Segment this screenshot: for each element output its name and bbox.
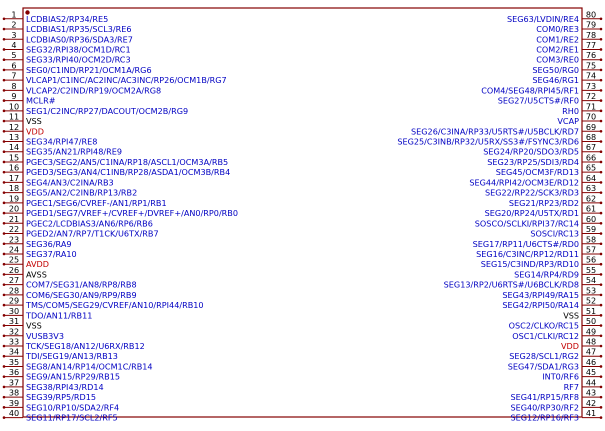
pin-label: VDD [560,341,579,351]
pin-number: 78 [585,29,597,40]
pin-label: SEG8/AN14/RP14/OCM1C/RB14 [26,361,153,372]
pin-end-dot [600,396,603,399]
pin-end-dot [3,150,6,153]
pin-label: INT0/RF6 [542,371,579,382]
pin-end-dot [3,263,6,266]
pin-label: SEG34/RPI47/RE8 [26,136,98,147]
pin-end-dot [3,375,6,378]
pin-label: SEG42/RPI50/RA14 [502,300,579,311]
pin-end-dot [600,89,603,92]
pin-label: LCDBIAS0/RP36/SDA3/RE7 [26,34,133,45]
pin-number: 13 [8,132,20,142]
pin-label: SEG38/RPI43/RD14 [26,381,104,392]
pin-number: 2 [11,19,17,30]
pin-number: 42 [585,397,597,408]
pin-end-dot [600,191,603,194]
pin-label: SEG4/AN3/C2INA/RB3 [26,177,114,188]
pin-number: 59 [585,224,597,235]
pin-end-dot [3,79,6,82]
pin-end-dot [3,110,6,113]
pin-label: RH0 [562,105,579,116]
pin-label: SEG47/SDA1/RG3 [507,361,579,372]
pin-number: 4 [11,39,17,50]
pin-end-dot [600,345,603,348]
pin-number: 71 [585,101,597,112]
pin-end-dot [600,38,603,41]
pin-end-dot [600,120,603,123]
pin-label: SEG16/C3INC/RP12/RD11 [476,248,579,259]
pin-label: PGEC2/LCDBIAS3/AN6/RP6/RB6 [26,218,153,229]
pin-end-dot [3,99,6,102]
pin-number: 18 [8,183,20,194]
pin-end-dot [3,89,6,92]
pin-label: SEG0/C1IND/RP21/OCM1A/RG6 [26,64,152,75]
pin-number: 9 [11,91,17,102]
pin-label: SEG37/RA10 [26,248,77,259]
pin-label: COM0/RE3 [536,24,579,35]
pin-label: SEG44/RPI42/OCM3E/RD12 [469,177,579,188]
pin-label: SEG11/RP17/SCL2/RF5 [26,412,118,423]
pin-number: 32 [8,326,20,337]
pin-end-dot [3,273,6,276]
pin-number: 65 [585,162,597,173]
pin-end-dot [3,416,6,419]
pin-label: SEG1/C2INC/RP27/DACOUT/OCM2B/RG9 [26,105,189,116]
pin-number: 39 [8,397,20,408]
pin-label: SEG40/RP30/RF2 [510,402,579,413]
pin-label: AVDD [26,259,50,270]
pin-number: 19 [8,193,20,204]
pin-number: 16 [8,162,20,173]
pin-number: 5 [11,50,17,61]
pin-label: PGEC3/SEG2/AN5/C1INA/RP18/ASCL1/OCM3A/RB5 [26,156,229,167]
pin-number: 10 [8,101,20,112]
pin-number: 68 [585,132,597,142]
pin-number: 22 [8,224,20,235]
pin-number: 76 [585,50,597,61]
pin-label: SEG33/RPI40/OCM2D/RC3 [26,54,131,65]
pin-end-dot [600,150,603,153]
pin-number: 31 [8,316,20,327]
pin-label: SEG23/RP25/SDI3/RD4 [487,156,579,167]
pin-label: TCK/SEG18/AN12/U6RX/RB12 [26,341,145,351]
pin-label: SEG50/RG0 [532,64,579,75]
pin-end-dot [600,140,603,143]
pin-end-dot [3,232,6,235]
pin-label: SOSCO/SCLKI/RPI37/RC14 [474,218,579,229]
pin-label: LCDBIAS2/RP34/RE5 [26,13,109,24]
pin-end-dot [3,253,6,256]
pin-end-dot [3,212,6,215]
pin-number: 45 [585,367,597,378]
pin-label: SEG25/C3INB/RP32/U5RX/SS3#/FSYNC3/RD6 [397,136,579,147]
pin-number: 60 [585,213,597,224]
pin-number: 55 [585,264,597,275]
pin-label: VLCAP1/C1INC/AC2INC/AC3INC/RP26/OCM1B/RG7 [26,75,227,86]
pin-number: 3 [11,29,17,40]
pin-number: 33 [8,336,20,347]
pin-number: 54 [585,275,597,286]
pin-end-dot [600,28,603,31]
pin-end-dot [3,18,6,21]
pin-number: 75 [585,60,597,71]
pin-number: 66 [585,152,597,163]
pin-number: 79 [585,19,597,30]
pin-number: 27 [8,275,20,286]
pin-number: 35 [8,356,20,367]
pin-end-dot [3,58,6,61]
pin-number: 48 [585,336,597,347]
pin-label: COM1/RE2 [536,34,579,45]
pin-number: 1 [11,9,17,20]
pin-end-dot [3,130,6,133]
pin-end-dot [3,355,6,358]
pin-end-dot [3,48,6,51]
pin-label: VSS [563,310,579,321]
pin-end-dot [3,314,6,317]
pin-label: COM3/RE0 [536,54,579,65]
pin-number: 28 [8,285,20,296]
pin-end-dot [600,324,603,327]
pin-label: PGED3/SEG3/AN4/C1INB/RP28/ASDA1/OCM3B/RB4 [26,167,231,178]
pin-end-dot [3,294,6,297]
pin-number: 80 [585,9,597,20]
pin-end-dot [3,365,6,368]
pin-number: 21 [8,213,20,224]
pin-label: SEG39/RP5/RD15 [26,392,97,403]
pin-end-dot [600,212,603,215]
pin-end-dot [600,202,603,205]
pin-number: 20 [8,203,20,214]
pin-end-dot [600,242,603,245]
pin-number: 6 [11,60,17,71]
pin-label: SEG32/RPI38/OCM1D/RC1 [26,44,131,55]
pin-number: 51 [585,305,597,316]
pin-number: 67 [585,142,597,153]
pin-number: 7 [11,70,17,81]
pin-end-dot [3,324,6,327]
pin-label: SEG15/C3IND/RP3/RD10 [480,259,579,270]
pin-label: RF7 [563,381,579,392]
pin-label: VUSB3V3 [26,330,64,341]
pin-label: SEG27/U5CTS#/RF0 [497,95,579,106]
pin-end-dot [600,253,603,256]
pin-number: 77 [585,39,597,50]
pin-end-dot [600,263,603,266]
pin-label: COM7/SEG31/AN8/RP8/RB8 [26,279,137,290]
pin-end-dot [600,375,603,378]
pin-end-dot [600,99,603,102]
pin-end-dot [3,334,6,337]
pin-number: 36 [8,367,20,378]
pin-number: 70 [585,111,597,122]
pin-end-dot [3,161,6,164]
pin-label: SEG22/RP22/SCK3/RD3 [484,187,579,198]
pin-number: 17 [8,172,20,183]
pin-end-dot [3,304,6,307]
pin-end-dot [3,28,6,31]
pin-number: 47 [585,346,597,357]
pin-end-dot [600,273,603,276]
pin-label: TDO/AN11/RB11 [26,310,93,321]
pin-number: 72 [585,91,597,102]
pin-label: COM2/RE1 [536,44,579,55]
pin-number: 74 [585,70,597,81]
pin-end-dot [600,130,603,133]
pin-end-dot [3,222,6,225]
pin-label: SEG45/OCM3F/RD13 [495,167,579,178]
pin-number: 73 [585,80,597,91]
pin-end-dot [600,294,603,297]
pin-number: 26 [8,264,20,275]
pin-number: 56 [585,254,597,265]
pin-end-dot [600,232,603,235]
pin-label: SEG36/RA9 [26,238,72,249]
pin-end-dot [3,69,6,72]
pin-end-dot [600,18,603,21]
pin-label: SOSCI/RC13 [530,228,579,239]
pin-number: 14 [8,142,20,153]
pin-label: SEG20/RP24/U5TX/RD1 [484,208,579,219]
pin-label: SEG35/AN21/RPI48/RE9 [26,146,122,157]
pin-end-dot [600,181,603,184]
pin-label: VCAP [557,116,579,127]
pin-end-dot [600,161,603,164]
pin-number: 25 [8,254,20,265]
pin-label: PGED1/SEG7/VREF+/CVREF+/DVREF+/AN0/RP0/RB0 [26,208,239,219]
pin-end-dot [600,283,603,286]
pin-end-dot [600,304,603,307]
pin-number: 23 [8,234,20,245]
pin-label: VLCAP2/C2IND/RP19/OCM2A/RG8 [26,85,162,96]
pin-number: 49 [585,326,597,337]
pin-label: SEG9/AN15/RP29/RB15 [26,371,121,382]
pin-label: SEG5/AN2/C2INB/RP13/RB2 [26,187,138,198]
pin-end-dot [3,396,6,399]
pin-label: SEG63/LVDIN/RE4 [507,13,579,24]
pin-end-dot [600,406,603,409]
pin-end-dot [3,283,6,286]
pin-number: 29 [8,295,20,306]
pin-number: 11 [8,111,20,122]
pin-label: PGED2/AN7/RP7/T1CK/U6TX/RB7 [26,228,159,239]
pin-end-dot [600,314,603,317]
pin-end-dot [600,171,603,174]
pin-number: 15 [8,152,20,163]
pin-number: 34 [8,346,20,357]
pin-number: 40 [8,408,20,419]
pin-number: 41 [585,408,597,419]
pin-number: 50 [585,316,597,327]
pin-label: SEG13/RP2/U6RTS#/U6BCLK/RD8 [443,279,579,290]
pin-label: VSS [26,320,42,331]
pin-number: 46 [585,356,597,367]
pin-label: TMS/COM5/SEG29/CVREF/AN10/RPI44/RB10 [26,300,204,311]
pin-label: PGEC1/SEG6/CVREF-/AN1/RP1/RB1 [26,197,167,208]
pin-number: 38 [8,387,20,398]
pin-end-dot [3,406,6,409]
pin-end-dot [3,386,6,389]
pin-end-dot [600,69,603,72]
pin-end-dot [600,365,603,368]
pin-label: SEG10/RP10/SDA2/RF4 [26,402,120,413]
pin-number: 8 [11,80,17,91]
pin-end-dot [3,181,6,184]
pin-label: SEG24/RP20/SDO3/RD5 [483,146,579,157]
pin-number: 69 [585,121,597,132]
pin-end-dot [600,58,603,61]
pin-label: SEG28/SCL1/RG2 [509,351,579,362]
pin-end-dot [3,345,6,348]
pin-number: 52 [585,295,597,306]
pin-number: 30 [8,305,20,316]
pin-label: SEG26/C3INA/RP33/U5RTS#/U5BCLK/RD7 [411,126,579,137]
pin-number: 61 [585,203,597,214]
pin-end-dot [3,242,6,245]
pin-number: 44 [585,377,597,388]
pin-label: LCDBIAS1/RP35/SCL3/RE6 [26,24,132,35]
pin-label: COM4/SEG48/RPI45/RF1 [481,85,579,96]
pin-number: 63 [585,183,597,194]
pin-end-dot [3,38,6,41]
pin-number: 57 [585,244,597,255]
pin-label: MCLR# [26,95,56,106]
pin-end-dot [600,110,603,113]
pin-label: VSS [26,116,42,127]
pin-number: 62 [585,193,597,204]
pin-label: OSC1/CLKI/RC12 [512,330,579,341]
pin-number: 43 [585,387,597,398]
pin-number: 24 [8,244,20,255]
pin-label: SEG46/RG1 [532,75,579,86]
pin-label: SEG21/RP23/RD2 [508,197,579,208]
pin-end-dot [600,416,603,419]
pin-label: SEG12/RP16/RF3 [510,412,579,423]
pin-number: 58 [585,234,597,245]
pin-label: OSC2/CLKO/RC15 [508,320,579,331]
pin-label: TDI/SEG19/AN13/RB13 [26,351,118,362]
pin-end-dot [600,222,603,225]
pin-label: COM6/SEG30/AN9/RP9/RB9 [26,289,137,300]
pin-end-dot [3,202,6,205]
pin-end-dot [600,48,603,51]
pin-number: 64 [585,172,597,183]
pin-label: AVSS [26,269,47,280]
pin-label: SEG43/RPI49/RA15 [502,289,579,300]
pin-end-dot [3,140,6,143]
pin-number: 12 [8,121,20,132]
pin-number: 37 [8,377,20,388]
pin-end-dot [600,79,603,82]
pin-label: VDD [26,126,45,137]
pin-end-dot [3,171,6,174]
pin-label: SEG17/RP11/U6CTS#/RD0 [472,238,579,249]
pin-number: 53 [585,285,597,296]
pin-end-dot [3,191,6,194]
pin-end-dot [600,386,603,389]
pin-label: SEG14/RP4/RD9 [514,269,579,280]
pin-end-dot [3,120,6,123]
pin-end-dot [600,334,603,337]
pin-label: SEG41/RP15/RF8 [510,392,579,403]
pin-end-dot [600,355,603,358]
